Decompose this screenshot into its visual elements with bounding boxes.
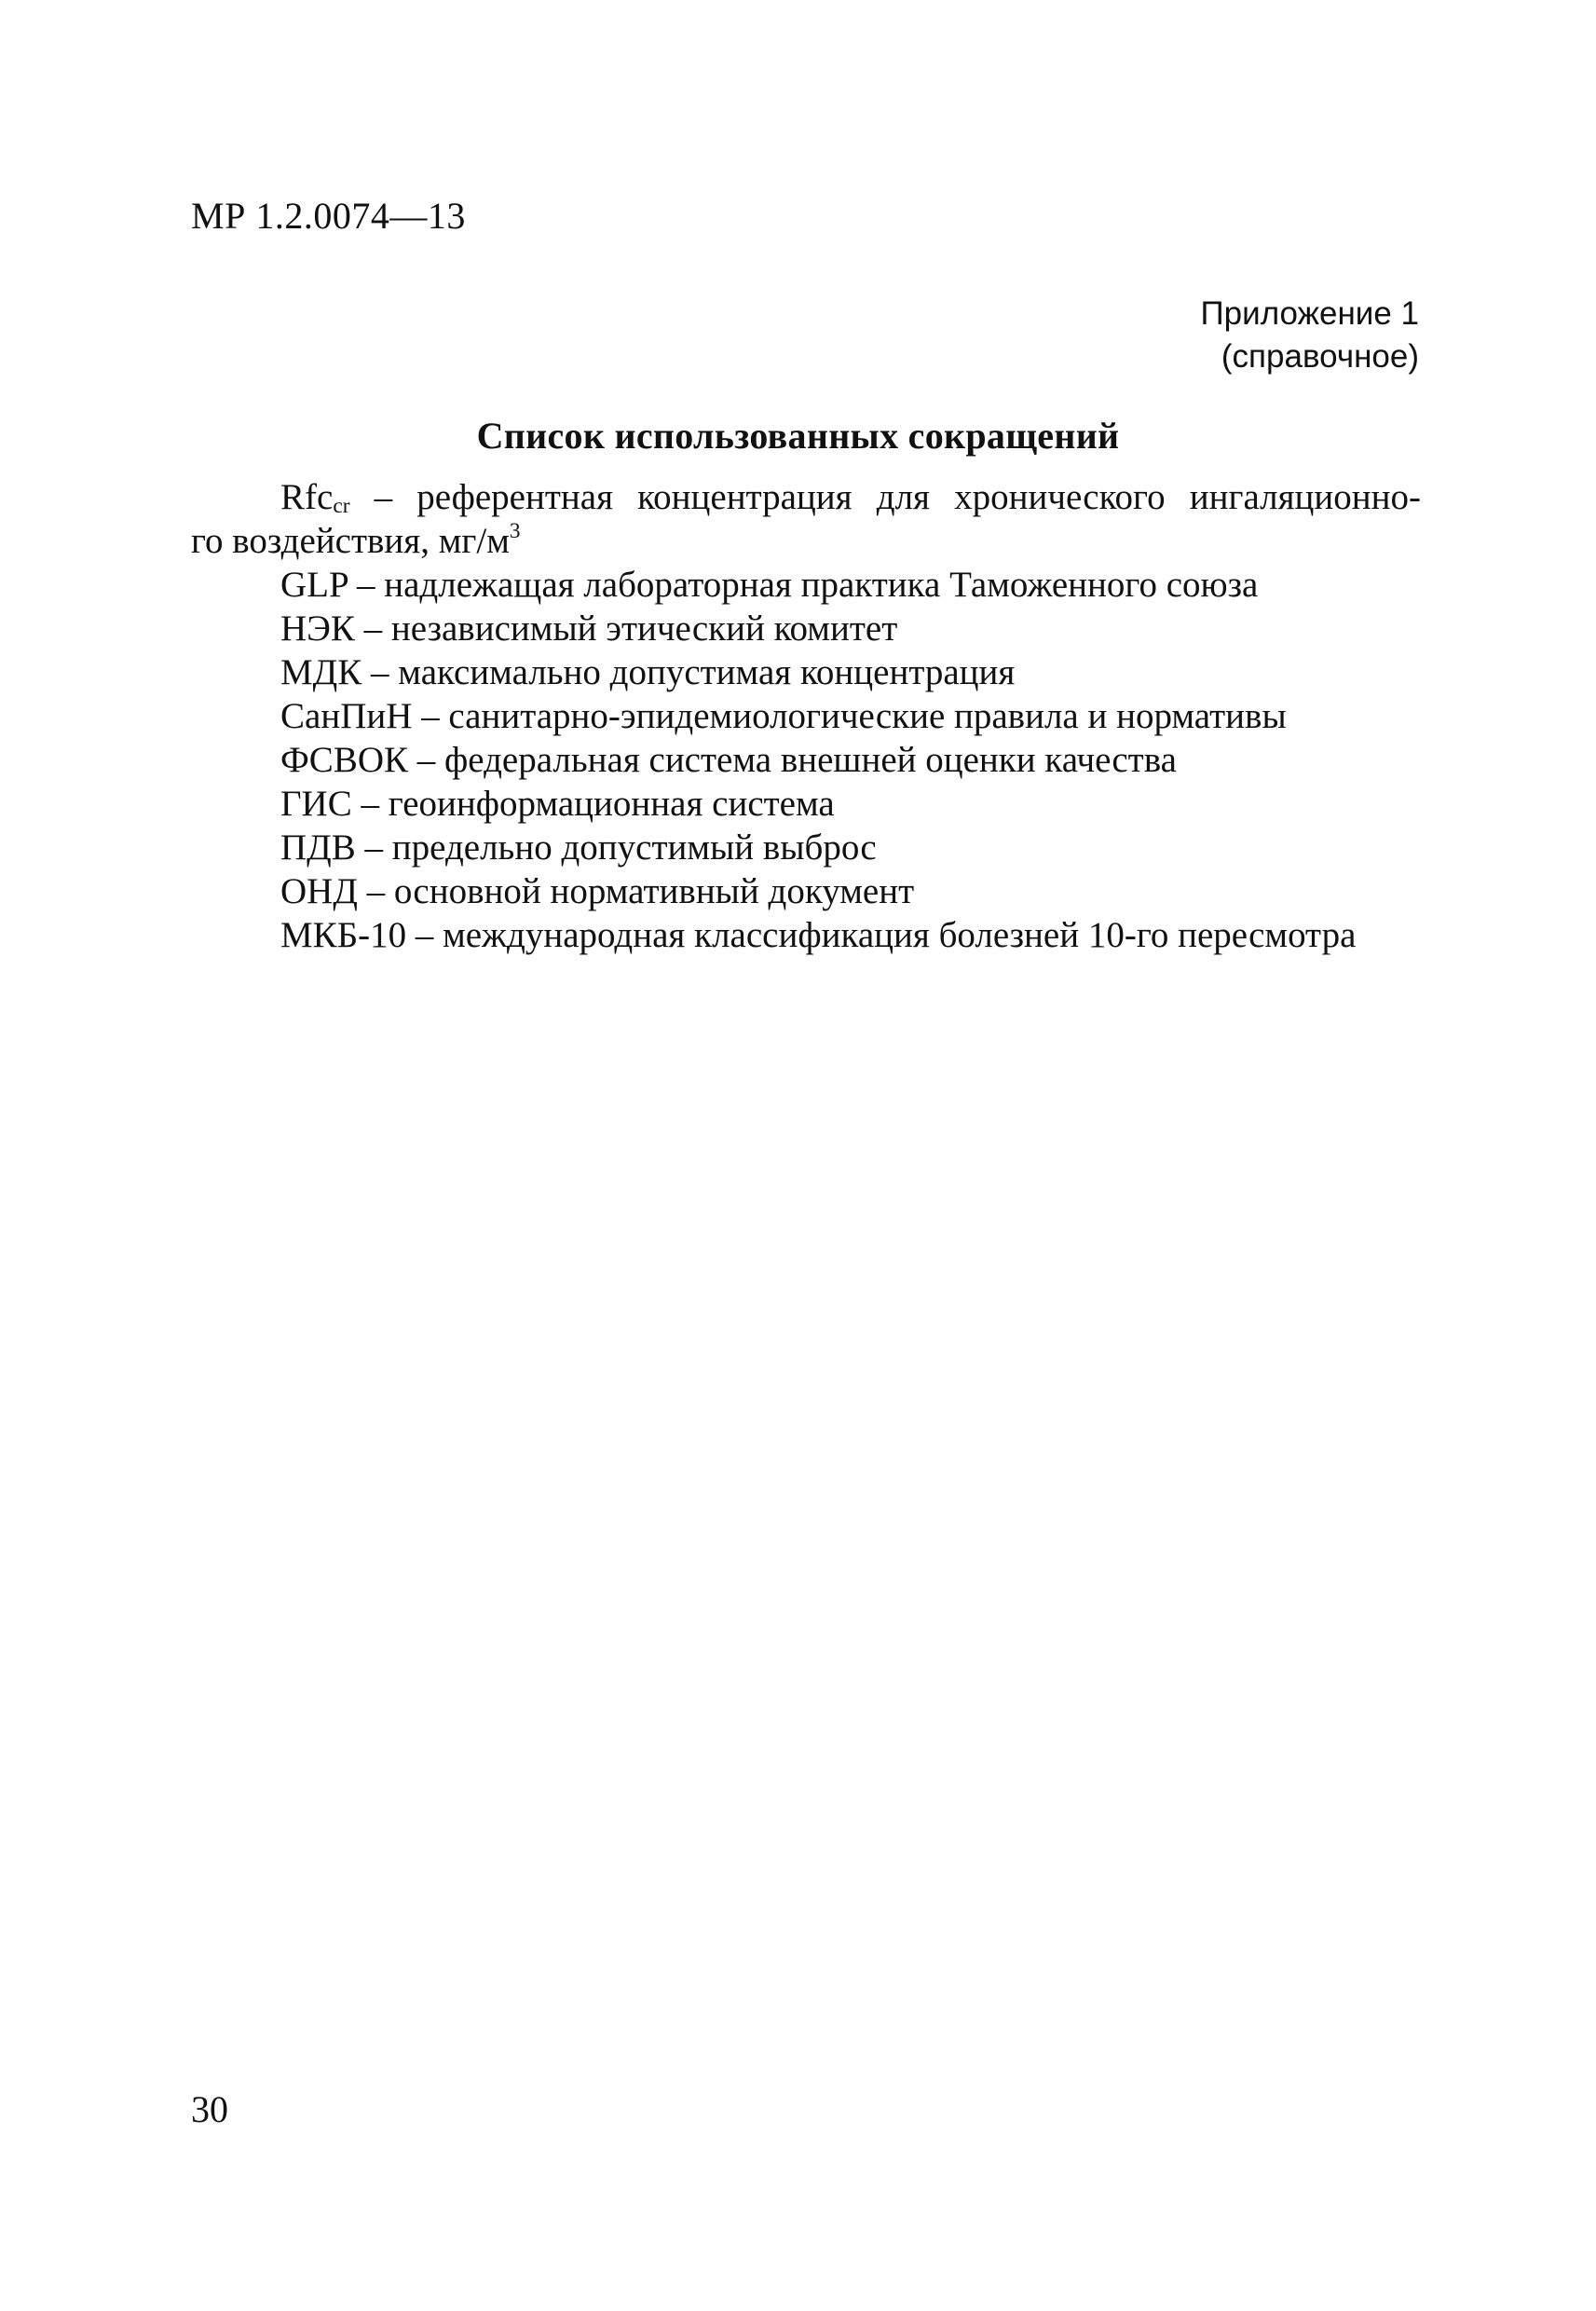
abbreviation-entry: ФСВОК – федеральная система внешней оценки качества (280, 740, 1177, 780)
abbreviations-list (191, 475, 1421, 957)
abbreviation-rfc-definition-part-2: го воздействия, мг/м (191, 521, 510, 561)
abbreviation-entry-line-2 (191, 519, 1421, 563)
page-number: 30 (191, 2088, 228, 2130)
abbreviation-entry: НЭК – независимый этический комитет (280, 609, 898, 649)
unit-superscript: 3 (509, 519, 521, 543)
abbreviation-entry: GLP – надлежащая лабораторная практика Таможенного союза (280, 565, 1259, 605)
abbreviation-entry: ОНД – основной нормативный документ (280, 871, 915, 911)
abbreviation-entry: ГИС – геоинформационная система (280, 784, 835, 824)
appendix-heading (1201, 293, 1419, 378)
abbreviation-rfc-subscript: cr (333, 494, 350, 518)
abbreviation-rfc-definition-part-1: – референтная концентрация для хронического ингаляционно- (349, 477, 1421, 517)
abbreviation-entry: СанПиН – санитарно-эпидемиологические правила и нормативы (280, 696, 1287, 736)
appendix-label: Приложение 1 (1200, 295, 1419, 332)
abbreviation-entry: МДК – максимально допустимая концентрация (280, 652, 1016, 692)
abbreviation-entry-line-1 (191, 475, 1421, 519)
abbreviation-entry: ПДВ – предельно допустимый выброс (280, 827, 877, 868)
appendix-type: (справочное) (1221, 338, 1419, 375)
abbreviation-entry: МКБ-10 – международная классификация болезней 10-го пересмотра (280, 915, 1357, 955)
section-title: Список использованных сокращений (476, 415, 1120, 457)
abbreviation-rfc: Rfc (280, 477, 334, 517)
abbreviation-entry-rfc (191, 475, 1421, 563)
document-code: МР 1.2.0074—13 (191, 195, 466, 237)
